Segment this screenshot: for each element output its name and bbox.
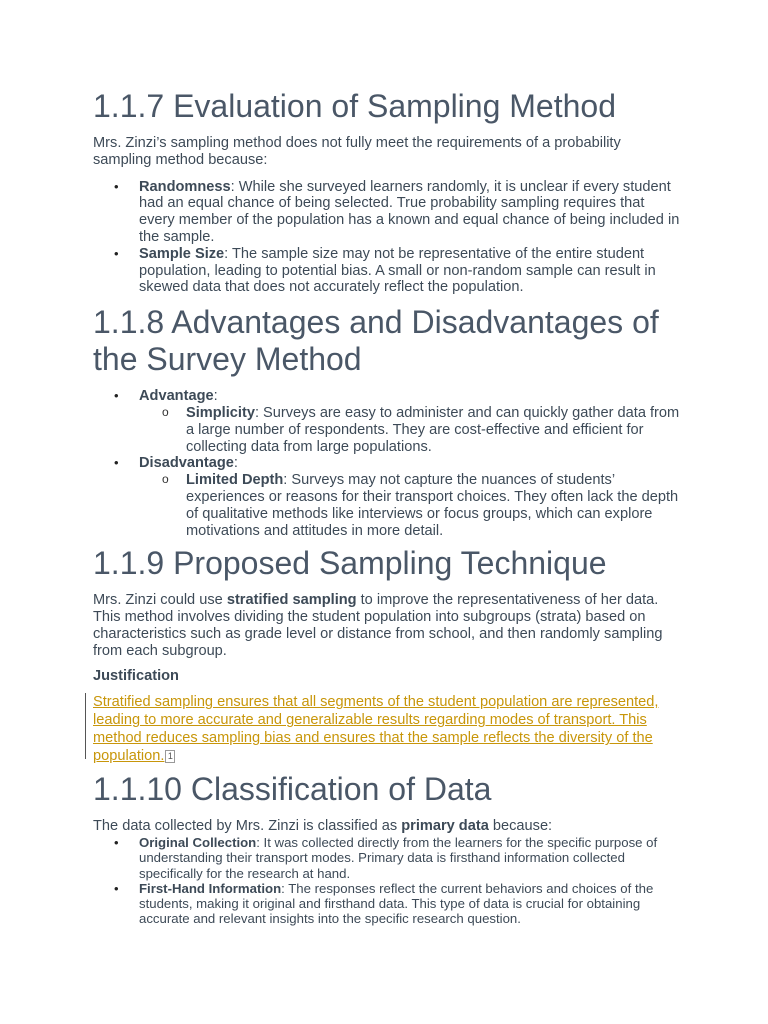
justification-block [93, 693, 683, 765]
list-item [93, 881, 683, 927]
classification-paragraph [93, 818, 683, 835]
bold-term: stratified sampling [226, 592, 357, 609]
sub-list-item [93, 472, 683, 539]
label-colon: : [213, 388, 218, 405]
survey-method-list [93, 388, 683, 539]
paragraph-text: to improve the representativeness of her data. This method involves dividing the student population into subgroups (strata) based on characteristics such as grade level or distance from school, and then randomly sampling from each subgroup. [93, 592, 663, 659]
heading-1-1-7: 1.1.7 Evaluation of Sampling Method [93, 88, 616, 124]
evaluation-intro: Mrs. Zinzi’s sampling method does not fully meet the requirements of a probability sampling method because: [93, 135, 621, 168]
item-term: First-Hand Information [139, 880, 282, 896]
classification-list [93, 835, 683, 926]
list-item [93, 455, 683, 472]
disadvantage-label: Disadvantage [139, 455, 234, 472]
item-term: Original Collection [139, 835, 257, 851]
justification-label: Justification [93, 667, 179, 684]
heading-1-1-8: 1.1.8 Advantages and Disadvantages of the Survey Method [93, 304, 659, 378]
item-term: Randomness [139, 178, 231, 195]
proposed-technique-paragraph [93, 592, 683, 659]
list-item [93, 388, 683, 405]
item-text: : The responses reflect the current behaviors and choices of the students, making it original and firsthand data. This type of data is crucial for obtaining accurate and relevant insights into the specific research question. [139, 880, 654, 927]
paragraph-text: Mrs. Zinzi could use [93, 592, 227, 609]
list-item [93, 179, 683, 246]
list-item [93, 835, 683, 881]
item-term: Limited Depth [186, 472, 284, 489]
document-content [93, 84, 683, 926]
evaluation-list [93, 179, 683, 297]
comment-change-bar [85, 693, 86, 759]
advantage-label: Advantage [139, 388, 214, 405]
item-text: : While she surveyed learners randomly, it is unclear if every student had an equal chance of being selected. True probability sampling requires that every member of the population has a known and equal chance of being included in the sample. [139, 178, 680, 245]
list-item [93, 246, 683, 296]
heading-1-1-10: 1.1.10 Classification of Data [93, 771, 492, 808]
paragraph-text: because: [488, 818, 553, 835]
bold-term: primary data [401, 818, 489, 835]
item-text: : Surveys may not capture the nuances of students’ experiences or reasons for their transport choices. They often lack the depth of qualitative methods like interviews or focus groups, which can explore motivations and attitudes in more detail. [186, 472, 679, 539]
paragraph-text: The data collected by Mrs. Zinzi is classified as [93, 818, 402, 835]
heading-1-1-9: 1.1.9 Proposed Sampling Technique [93, 545, 607, 582]
sub-list-item [93, 405, 683, 455]
item-term: Sample Size [139, 245, 225, 262]
comment-marker[interactable]: 1 [165, 750, 175, 763]
label-colon: : [233, 455, 238, 472]
item-text: : The sample size may not be representative of the entire student population, leading to potential bias. A small or non-random sample can result in skewed data that does not accurately reflect the population. [139, 245, 656, 296]
justification-text[interactable]: Stratified sampling ensures that all segments of the student population are represented, leading to more accurate and generalizable results regarding modes of transport. This method reduces sampling bias and ensures that the sample reflects the diversity of the population. [93, 694, 659, 765]
item-term: Simplicity [186, 404, 255, 421]
item-text: : Surveys are easy to administer and can quickly gather data from a large number of respondents. They are cost-effective and efficient for collecting data from large populations. [186, 404, 680, 455]
item-text: : It was collected directly from the learners for the specific purpose of understanding their transport modes. Primary data is firsthand information collected specifically for the research at hand. [139, 835, 658, 881]
